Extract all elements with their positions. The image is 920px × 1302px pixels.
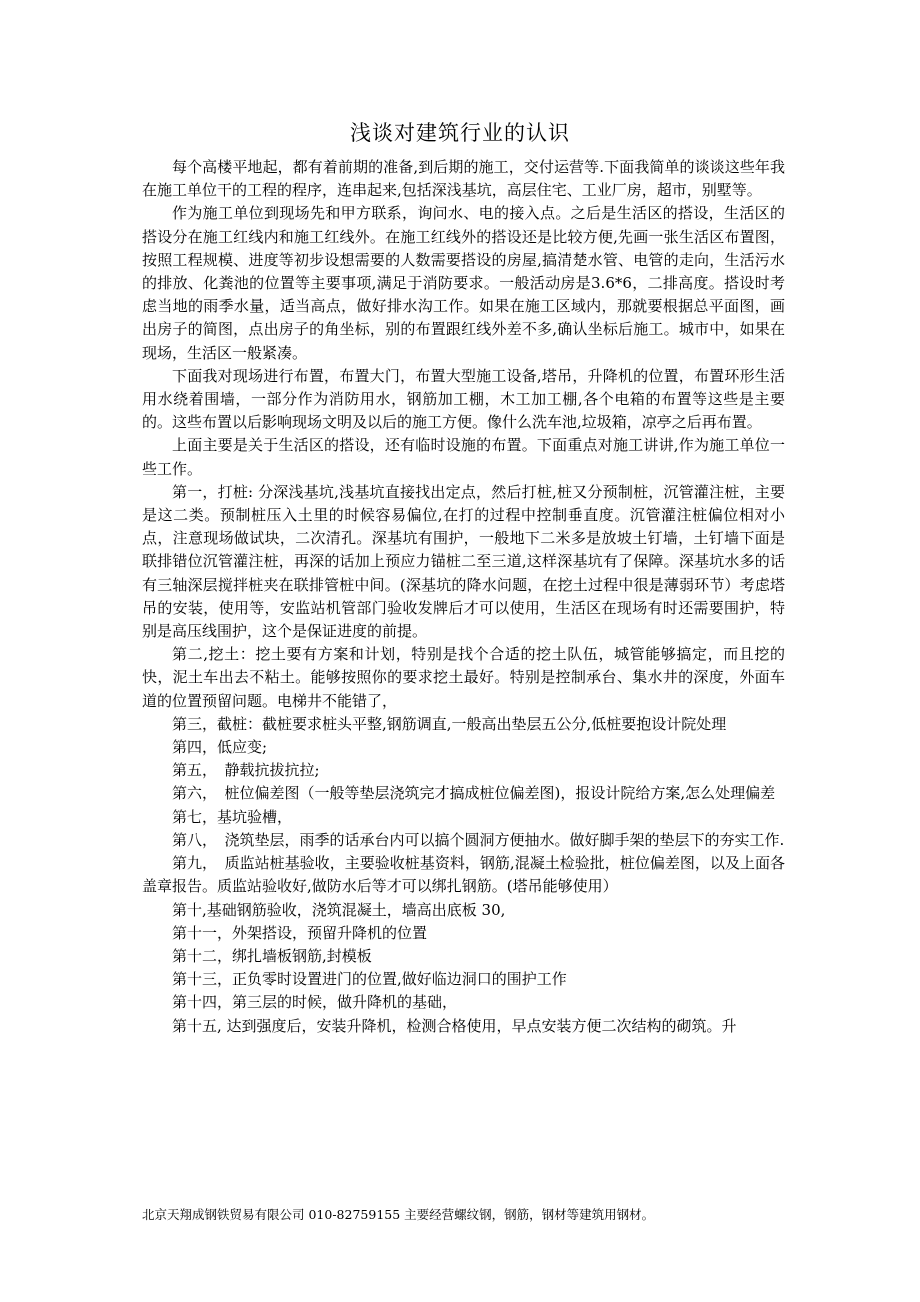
paragraph-transition: 上面主要是关于生活区的搭设，还有临时设施的布置。下面重点对施工讲讲,作为施工单位一些工作。	[142, 436, 785, 478]
paragraph-step-3: 第三，截桩：截桩要求桩头平整,钢筋调直,一般高出垫层五公分,低桩要抱设计院处理	[172, 714, 727, 733]
paragraph-step-14: 第十四，第三层的时候，做升降机的基础，	[172, 993, 458, 1012]
paragraph-step-2: 第二,挖土：挖土要有方案和计划，特别是找个合适的挖土队伍，城管能够搞定，而且挖的快，泥土车出去不粘土。能够按照你的要求挖土最好。特别是控制承台、集水井的深度，外面车道的位置预留问题。电梯井不能错了，	[142, 645, 785, 710]
paragraph-living-area: 作为施工单位到现场先和甲方联系，询问水、电的接入点。之后是生活区的搭设，生活区的搭设分在施工红线内和施工红线外。在施工红线外的搭设还是比较方便,先画一张生活区布置图，按照工程规模、进度等初步设想需要的人数需要搭设的房屋,搞清楚水管、电管的走向，生活污水的排放、化粪池的位置等主要事项,满足于消防要求。一般活动房是3.6*6，二排高度。搭设时考虑当地的雨季水量，适当高点，做好排水沟工作。如果在施工区域内，那就要根据总平面图，画出房子的简图，点出房子的角坐标，别的布置跟红线外差不多,确认坐标后施工。城市中，如果在现场，生活区一般紧凑。	[142, 204, 785, 362]
paragraph-step-5: 第五， 静载抗拔抗拉;	[172, 761, 320, 780]
paragraph-step-12: 第十二，绑扎墙板钢筋,封模板	[172, 946, 372, 965]
paragraph-step-8: 第八， 浇筑垫层，雨季的话承台内可以搞个圆洞方便抽水。做好脚手架的垫层下的夯实工作.	[172, 830, 785, 849]
document-title: 浅谈对建筑行业的认识	[350, 121, 570, 145]
paragraph-step-6: 第六， 桩位偏差图（一般等垫层浇筑完才搞成桩位偏差图)，报设计院给方案,怎么处理偏差	[172, 784, 776, 803]
paragraph-step-10: 第十,基础钢筋验收，浇筑混凝土，墙高出底板 30,	[172, 900, 506, 919]
paragraph-step-15: 第十五, 达到强度后，安装升降机，检测合格使用，早点安装方便二次结构的砌筑。升	[172, 1016, 737, 1035]
paragraph-step-11: 第十一，外架搭设，预留升降机的位置	[172, 923, 428, 942]
paragraph-step-13: 第十三，正负零时设置进门的位置,做好临边洞口的围护工作	[172, 970, 567, 989]
paragraph-step-9: 第九， 质监站桩基验收，主要验收桩基资料，钢筋,混凝土检验批，桩位偏差图，以及上面各盖章报告。质监站验收好,做防水后等才可以绑扎钢筋。(塔吊能够使用）	[142, 854, 785, 896]
page-footer: 北京天翔成钢铁贸易有限公司 010-82759155 主要经营螺纹钢，钢筋，钢材等建筑用钢材。	[142, 1207, 655, 1222]
paragraph-step-7: 第七，基坑验槽，	[172, 807, 293, 826]
paragraph-step-4: 第四，低应变;	[172, 738, 268, 757]
paragraph-site-layout: 下面我对现场进行布置，布置大门，布置大型施工设备,塔吊，升降机的位置，布置环形生活用水绕着围墙，一部分作为消防用水，钢筋加工棚，木工加工棚,各个电箱的布置等这些是主要的。这些布置以后影响现场文明及以后的施工方便。像什么洗车池,垃圾箱，凉亭之后再布置。	[142, 366, 785, 432]
document-body	[142, 156, 785, 1038]
paragraph-step-1: 第一，打桩: 分深浅基坑,浅基坑直接找出定点，然后打桩,桩又分预制桩，沉管灌注桩，主要是这二类。预制桩压入土里的时候容易偏位,在打的过程中控制垂直度。沉管灌注桩偏位相对小点，注意现场做试块，二次清孔。深基坑有围护，一般地下二米多是放坡土钉墙，土钉墙下面是联排错位沉管灌注桩，再深的话加上预应力锚桩二至三道,这样深基坑有了保障。深基坑水多的话有三轴深层搅拌桩夹在联排管桩中间。(深基坑的降水问题，在挖土过程中很是薄弱环节）考虑塔吊的安装，使用等，安监站机管部门验收发牌后才可以使用，生活区在现场有时还需要围护，特别是高压线围护，这个是保证进度的前提。	[142, 482, 785, 641]
paragraph-intro: 每个高楼平地起，都有着前期的准备,到后期的施工，交付运营等.下面我简单的谈谈这些年我在施工单位干的工程的程序，连串起来,包括深浅基坑，高层住宅、工业厂房，超市，别墅等。	[142, 158, 785, 200]
